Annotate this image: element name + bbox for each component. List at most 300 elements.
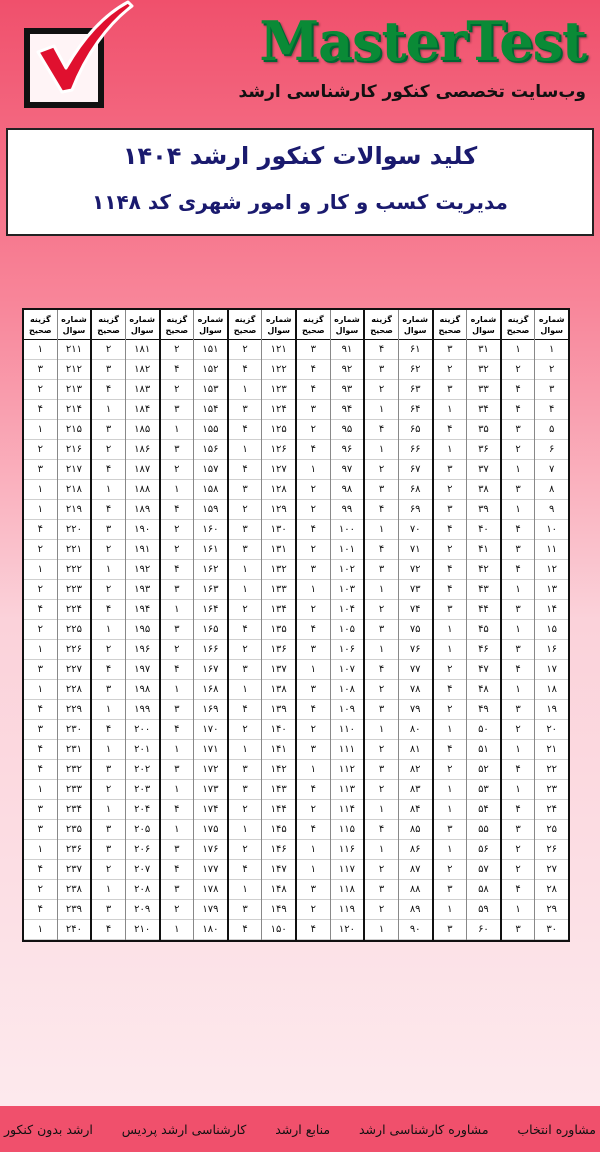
question-number-cell: ۱۳۱ [262,540,295,560]
question-number-cell: ۱۱۵ [331,820,364,840]
answer-cell: ۴ [502,400,535,420]
answer-cell: ۲ [434,760,467,780]
question-number-cell: ۱۶۹ [194,700,227,720]
answer-cell: ۴ [502,520,535,540]
question-number-cell: ۲۰۰ [126,720,159,740]
answer-column [229,310,263,940]
question-number-cell: ۸۰ [399,720,432,740]
question-number-cell: ۲۳۳ [58,780,91,800]
question-number-cell: ۲۲۹ [58,700,91,720]
question-number-cell: ۱۵۰ [262,920,295,940]
answer-group [90,310,158,940]
answer-cell: ۳ [92,760,125,780]
answer-cell: ۱ [229,440,262,460]
question-number-cell: ۱۲۰ [331,920,364,940]
question-number-cell: ۲۳۵ [58,820,91,840]
question-number-cell: ۵۰ [467,720,500,740]
question-number-cell: ۱۸۳ [126,380,159,400]
question-number-cell: ۲۲۳ [58,580,91,600]
answer-cell: ۱ [434,840,467,860]
question-number-cell: ۱۲۲ [262,360,295,380]
question-number-cell: ۲۱۸ [58,480,91,500]
answer-cell: ۱ [161,920,194,940]
answer-cell: ۴ [297,780,330,800]
question-number-cell: ۷۸ [399,680,432,700]
answer-cell: ۳ [229,900,262,920]
answer-cell: ۴ [229,620,262,640]
question-number-cell: ۲۱۵ [58,420,91,440]
answer-cell: ۲ [229,840,262,860]
question-number-cell: ۹۵ [331,420,364,440]
answer-cell: ۴ [24,700,57,720]
question-number-cell: ۱۳۴ [262,600,295,620]
question-number-cell: ۹۰ [399,920,432,940]
answer-cell: ۴ [24,600,57,620]
question-number-cell: ۱۵۸ [194,480,227,500]
answer-cell: ۲ [434,660,467,680]
answer-cell: ۲ [92,340,125,360]
question-number-cell: ۲۱۰ [126,920,159,940]
question-number-column [194,310,227,940]
question-number-cell: ۱۲۴ [262,400,295,420]
answer-cell: ۳ [92,840,125,860]
answer-cell: ۲ [434,540,467,560]
question-number-cell: ۱۵۹ [194,500,227,520]
question-number-cell: ۱۰۸ [331,680,364,700]
question-number-cell: ۲۲۶ [58,640,91,660]
question-number-column [535,310,568,940]
answer-cell: ۱ [502,460,535,480]
question-number-cell: ۶۷ [399,460,432,480]
answer-cell: ۴ [229,360,262,380]
answer-header-label: گزینه صحیح [506,314,530,335]
answer-cell: ۱ [161,480,194,500]
answer-cell: ۱ [92,480,125,500]
question-number-cell: ۱۳۰ [262,520,295,540]
question-number-cell: ۲۰۷ [126,860,159,880]
question-number-column [399,310,432,940]
question-number-cell: ۱۹۵ [126,620,159,640]
question-number-cell: ۹۴ [331,400,364,420]
question-number-cell: ۲۸ [535,880,568,900]
question-number-cell: ۱۳۶ [262,640,295,660]
question-number-cell: ۱۹۴ [126,600,159,620]
answer-header [24,310,57,340]
answer-cell: ۳ [502,420,535,440]
answer-group [500,310,568,940]
question-number-cell: ۱۹۳ [126,580,159,600]
answer-cell: ۱ [229,740,262,760]
question-number-cell: ۱۱۷ [331,860,364,880]
question-number-header-label: شماره سوال [402,314,428,335]
footer-nav [0,1106,600,1152]
answer-cell: ۱ [434,780,467,800]
answer-cell: ۱ [161,600,194,620]
answer-cell: ۱ [24,480,57,500]
question-number-cell: ۱۴ [535,600,568,620]
question-number-cell: ۱۸۹ [126,500,159,520]
question-number-cell: ۱۱۹ [331,900,364,920]
answer-header [502,310,535,340]
question-number-cell: ۲۴۰ [58,920,91,940]
question-number-cell: ۷۰ [399,520,432,540]
answer-cell: ۲ [229,800,262,820]
question-number-cell: ۱۵۷ [194,460,227,480]
answer-cell: ۳ [92,680,125,700]
answer-cell: ۲ [229,720,262,740]
brand-logo-text[interactable]: MasterTest [259,9,586,73]
answer-cell: ۳ [229,760,262,780]
question-number-cell: ۲۲۸ [58,680,91,700]
answer-cell: ۲ [502,720,535,740]
answer-cell: ۱ [229,680,262,700]
question-number-column [262,310,295,940]
question-number-cell: ۳ [535,380,568,400]
question-number-cell: ۷۶ [399,640,432,660]
question-number-cell: ۱ [535,340,568,360]
question-number-cell: ۵۲ [467,760,500,780]
question-number-cell: ۳۰ [535,920,568,940]
question-number-cell: ۱۴۲ [262,760,295,780]
answer-cell: ۲ [92,580,125,600]
question-number-cell: ۳۷ [467,460,500,480]
question-number-cell: ۱۵۵ [194,420,227,440]
answer-cell: ۱ [434,620,467,640]
footer-link[interactable]: مشاوره کارشناسی ارشد [359,1121,489,1137]
question-number-cell: ۳۱ [467,340,500,360]
answer-cell: ۱ [24,340,57,360]
question-number-cell: ۸۱ [399,740,432,760]
answer-cell: ۳ [502,480,535,500]
question-number-cell: ۱۷۳ [194,780,227,800]
question-number-cell: ۴۴ [467,600,500,620]
answer-header-label: گزینه صحیح [438,314,462,335]
answer-header-label: گزینه صحیح [165,314,189,335]
question-number-cell: ۱۷۸ [194,880,227,900]
answer-cell: ۳ [229,660,262,680]
question-number-cell: ۱۴۵ [262,820,295,840]
answer-column [297,310,331,940]
question-number-cell: ۷۵ [399,620,432,640]
answer-cell: ۴ [365,540,398,560]
answer-cell: ۴ [365,500,398,520]
answer-cell: ۳ [229,780,262,800]
title-box [6,128,594,236]
answer-cell: ۳ [434,600,467,620]
answer-cell: ۴ [92,920,125,940]
question-number-cell: ۱۴۶ [262,840,295,860]
answer-cell: ۱ [502,740,535,760]
checkmark-icon [20,0,135,110]
question-number-cell: ۱۷۹ [194,900,227,920]
question-number-cell: ۱۸۶ [126,440,159,460]
question-number-cell: ۵۹ [467,900,500,920]
answer-cell: ۳ [365,480,398,500]
question-number-cell: ۱۸۵ [126,420,159,440]
question-number-cell: ۱۵۶ [194,440,227,460]
question-number-cell: ۴۵ [467,620,500,640]
answer-cell: ۲ [229,340,262,360]
answer-cell: ۳ [297,560,330,580]
question-number-cell: ۱۶۱ [194,540,227,560]
question-number-cell: ۱۹ [535,700,568,720]
answer-column [502,310,536,940]
question-number-cell: ۱۳۸ [262,680,295,700]
question-number-cell: ۶۶ [399,440,432,460]
question-number-cell: ۱۱۸ [331,880,364,900]
answer-cell: ۲ [161,640,194,660]
answer-column [365,310,399,940]
answer-header [297,310,330,340]
answer-cell: ۲ [92,860,125,880]
question-number-cell: ۵۶ [467,840,500,860]
answer-cell: ۳ [434,340,467,360]
question-number-cell: ۳۴ [467,400,500,420]
answer-cell: ۱ [229,580,262,600]
answer-cell: ۱ [502,340,535,360]
answer-cell: ۱ [24,840,57,860]
answer-cell: ۳ [434,460,467,480]
question-number-cell: ۴۷ [467,660,500,680]
page-title: کلید سوالات کنکور ارشد ۱۴۰۴ [122,142,478,170]
answer-cell: ۳ [297,680,330,700]
question-number-cell: ۲۰۱ [126,740,159,760]
footer-link[interactable]: کارشناسی ارشد پردیس [121,1121,247,1137]
answer-cell: ۱ [92,620,125,640]
question-number-cell: ۲۰۹ [126,900,159,920]
question-number-cell: ۸ [535,480,568,500]
question-number-cell: ۲۰۵ [126,820,159,840]
answer-cell: ۲ [161,460,194,480]
answer-cell: ۲ [24,620,57,640]
answer-cell: ۳ [161,620,194,640]
question-number-cell: ۱۹۰ [126,520,159,540]
question-number-cell: ۱۹۹ [126,700,159,720]
answer-cell: ۱ [24,500,57,520]
answer-cell: ۲ [502,860,535,880]
question-number-cell: ۹۱ [331,340,364,360]
question-number-column [58,310,91,940]
answer-cell: ۲ [92,780,125,800]
answer-cell: ۲ [434,700,467,720]
answer-cell: ۳ [434,820,467,840]
footer-link[interactable]: منابع ارشد [275,1121,331,1137]
question-number-cell: ۲۷ [535,860,568,880]
question-number-cell: ۱۸۸ [126,480,159,500]
answer-cell: ۱ [92,560,125,580]
question-number-cell: ۱۱۰ [331,720,364,740]
answer-cell: ۲ [24,380,57,400]
question-number-cell: ۱۶۶ [194,640,227,660]
answer-cell: ۱ [502,900,535,920]
question-number-cell: ۱۸۰ [194,920,227,940]
answer-cell: ۱ [24,920,57,940]
question-number-cell: ۲۱۹ [58,500,91,520]
question-number-cell: ۲۴ [535,800,568,820]
answer-cell: ۱ [365,840,398,860]
answer-cell: ۳ [297,640,330,660]
question-number-cell: ۱۲۵ [262,420,295,440]
answer-cell: ۴ [365,660,398,680]
answer-cell: ۱ [24,640,57,660]
answer-cell: ۴ [24,860,57,880]
answer-cell: ۳ [161,400,194,420]
question-number-cell: ۵۷ [467,860,500,880]
answer-cell: ۱ [365,800,398,820]
answer-cell: ۱ [365,920,398,940]
answer-cell: ۴ [297,520,330,540]
answer-cell: ۴ [434,580,467,600]
question-number-cell: ۱۱۱ [331,740,364,760]
question-number-cell: ۸۵ [399,820,432,840]
question-number-column [126,310,159,940]
answer-column [161,310,195,940]
answer-cell: ۲ [297,720,330,740]
answer-cell: ۱ [502,680,535,700]
answer-cell: ۳ [92,820,125,840]
question-number-cell: ۱۹۸ [126,680,159,700]
answer-cell: ۲ [161,900,194,920]
question-number-cell: ۲۲۴ [58,600,91,620]
answer-cell: ۱ [92,700,125,720]
question-number-cell: ۱۲۳ [262,380,295,400]
answer-cell: ۳ [92,420,125,440]
answer-cell: ۲ [365,460,398,480]
answer-cell: ۳ [24,460,57,480]
answer-cell: ۴ [434,520,467,540]
answer-cell: ۴ [502,880,535,900]
question-number-cell: ۱۲۱ [262,340,295,360]
answer-cell: ۳ [434,920,467,940]
question-number-cell: ۱۸۱ [126,340,159,360]
question-number-cell: ۱۲۷ [262,460,295,480]
question-number-cell: ۱۶۷ [194,660,227,680]
answer-cell: ۱ [365,580,398,600]
question-number-cell: ۲۹ [535,900,568,920]
question-number-cell: ۷۷ [399,660,432,680]
answer-header [365,310,398,340]
question-number-cell: ۷۲ [399,560,432,580]
answer-cell: ۳ [365,360,398,380]
question-number-header [399,310,432,340]
answer-header [434,310,467,340]
question-number-cell: ۲۰۴ [126,800,159,820]
question-number-cell: ۲۲۱ [58,540,91,560]
answer-cell: ۲ [365,900,398,920]
question-number-cell: ۶۰ [467,920,500,940]
question-number-cell: ۱۶۴ [194,600,227,620]
answer-cell: ۴ [502,800,535,820]
answer-cell: ۴ [297,620,330,640]
question-number-cell: ۹۲ [331,360,364,380]
answer-cell: ۳ [24,800,57,820]
answer-cell: ۲ [92,440,125,460]
question-number-cell: ۳۳ [467,380,500,400]
footer-link[interactable]: مشاوره انتخاب [517,1121,596,1137]
answer-cell: ۲ [229,640,262,660]
question-number-cell: ۱۷۵ [194,820,227,840]
answer-cell: ۴ [24,400,57,420]
answer-cell: ۲ [297,900,330,920]
answer-cell: ۴ [297,440,330,460]
answer-cell: ۳ [434,880,467,900]
question-number-cell: ۱۴۴ [262,800,295,820]
question-number-cell: ۹۹ [331,500,364,520]
answer-cell: ۲ [161,340,194,360]
answer-cell: ۱ [434,800,467,820]
question-number-cell: ۱۰۲ [331,560,364,580]
answer-cell: ۲ [365,680,398,700]
answer-cell: ۱ [365,400,398,420]
answer-cell: ۳ [365,620,398,640]
answer-cell: ۴ [229,460,262,480]
question-number-cell: ۱۶ [535,640,568,660]
answer-cell: ۲ [161,520,194,540]
answer-cell: ۴ [297,920,330,940]
answer-column [24,310,58,940]
answer-header [161,310,194,340]
question-number-cell: ۱۹۶ [126,640,159,660]
answer-cell: ۳ [434,380,467,400]
answer-cell: ۱ [229,560,262,580]
answer-cell: ۴ [161,860,194,880]
answer-cell: ۲ [24,540,57,560]
answer-cell: ۴ [24,900,57,920]
question-number-cell: ۲۵ [535,820,568,840]
answer-cell: ۲ [434,480,467,500]
answer-cell: ۴ [92,380,125,400]
answer-cell: ۴ [502,560,535,580]
answer-cell: ۲ [365,380,398,400]
question-number-cell: ۲۱۳ [58,380,91,400]
answer-cell: ۴ [92,660,125,680]
question-number-cell: ۱۸۲ [126,360,159,380]
question-number-cell: ۸۸ [399,880,432,900]
question-number-cell: ۱۰۰ [331,520,364,540]
answer-cell: ۳ [297,400,330,420]
answer-cell: ۲ [297,420,330,440]
question-number-cell: ۱۴۸ [262,880,295,900]
footer-link[interactable]: ارشد بدون کنکور [4,1121,93,1137]
answer-column [92,310,126,940]
answer-cell: ۴ [229,920,262,940]
answer-cell: ۱ [502,620,535,640]
answer-cell: ۲ [24,440,57,460]
answer-cell: ۴ [229,860,262,880]
question-number-cell: ۱۵۲ [194,360,227,380]
answer-cell: ۱ [434,400,467,420]
question-number-cell: ۱۷۷ [194,860,227,880]
answer-cell: ۲ [502,840,535,860]
question-number-header [194,310,227,340]
answer-cell: ۴ [161,500,194,520]
question-number-cell: ۶۵ [399,420,432,440]
question-number-cell: ۱۲۸ [262,480,295,500]
answer-cell: ۴ [229,700,262,720]
question-number-cell: ۱۶۰ [194,520,227,540]
question-number-cell: ۱۱۶ [331,840,364,860]
answer-cell: ۴ [161,560,194,580]
answer-cell: ۲ [297,600,330,620]
answer-cell: ۳ [92,900,125,920]
question-number-cell: ۸۶ [399,840,432,860]
question-number-cell: ۱۵ [535,620,568,640]
answer-cell: ۳ [502,820,535,840]
question-number-cell: ۲۳۲ [58,760,91,780]
answer-cell: ۲ [24,880,57,900]
answer-cell: ۲ [297,500,330,520]
question-number-cell: ۶۱ [399,340,432,360]
